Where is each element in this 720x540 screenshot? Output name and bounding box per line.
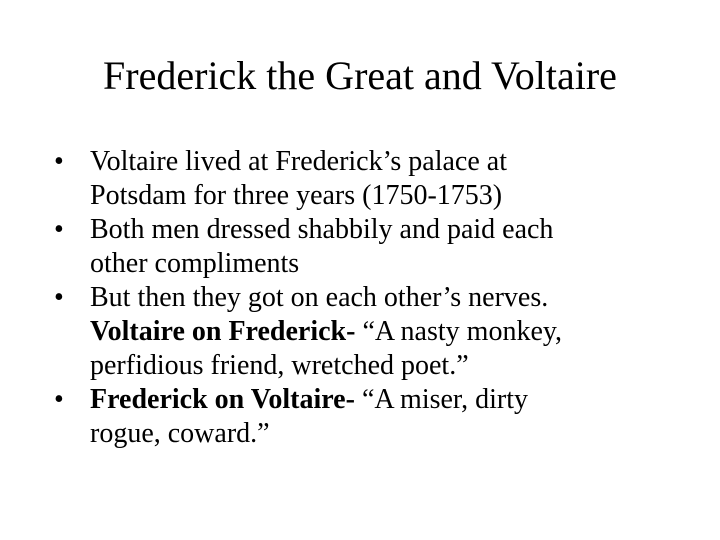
bullet-line [90, 383, 694, 417]
bullet-marker: • [54, 146, 64, 177]
bullet-item [54, 281, 694, 383]
bullet-line: perfidious friend, wretched poet.” [90, 350, 469, 381]
bullet-line: Both men dressed shabbily and paid each [90, 214, 554, 245]
bullet-item [54, 145, 694, 213]
quote-text: “A nasty monkey, [355, 316, 563, 347]
bullet-line: rogue, coward.” [90, 418, 270, 449]
bullet-line [90, 315, 694, 349]
slide-title: Frederick the Great and Voltaire [103, 53, 617, 98]
bullet-item [54, 213, 694, 281]
quote-text: “A miser, dirty [354, 384, 529, 415]
bullet-line: Potsdam for three years (1750-1753) [90, 180, 503, 211]
bullet-marker: • [54, 384, 64, 415]
quote-speaker: Frederick on Voltaire- [90, 384, 355, 415]
bullet-line: Voltaire lived at Frederick’s palace at [90, 146, 507, 177]
quote-speaker: Voltaire on Frederick- [90, 316, 356, 347]
bullet-line: But then they got on each other’s nerves. [90, 282, 549, 313]
bullet-marker: • [54, 214, 64, 245]
bullet-list [54, 145, 694, 451]
bullet-item [54, 383, 694, 451]
bullet-marker: • [54, 282, 64, 313]
bullet-line: other compliments [90, 248, 300, 279]
